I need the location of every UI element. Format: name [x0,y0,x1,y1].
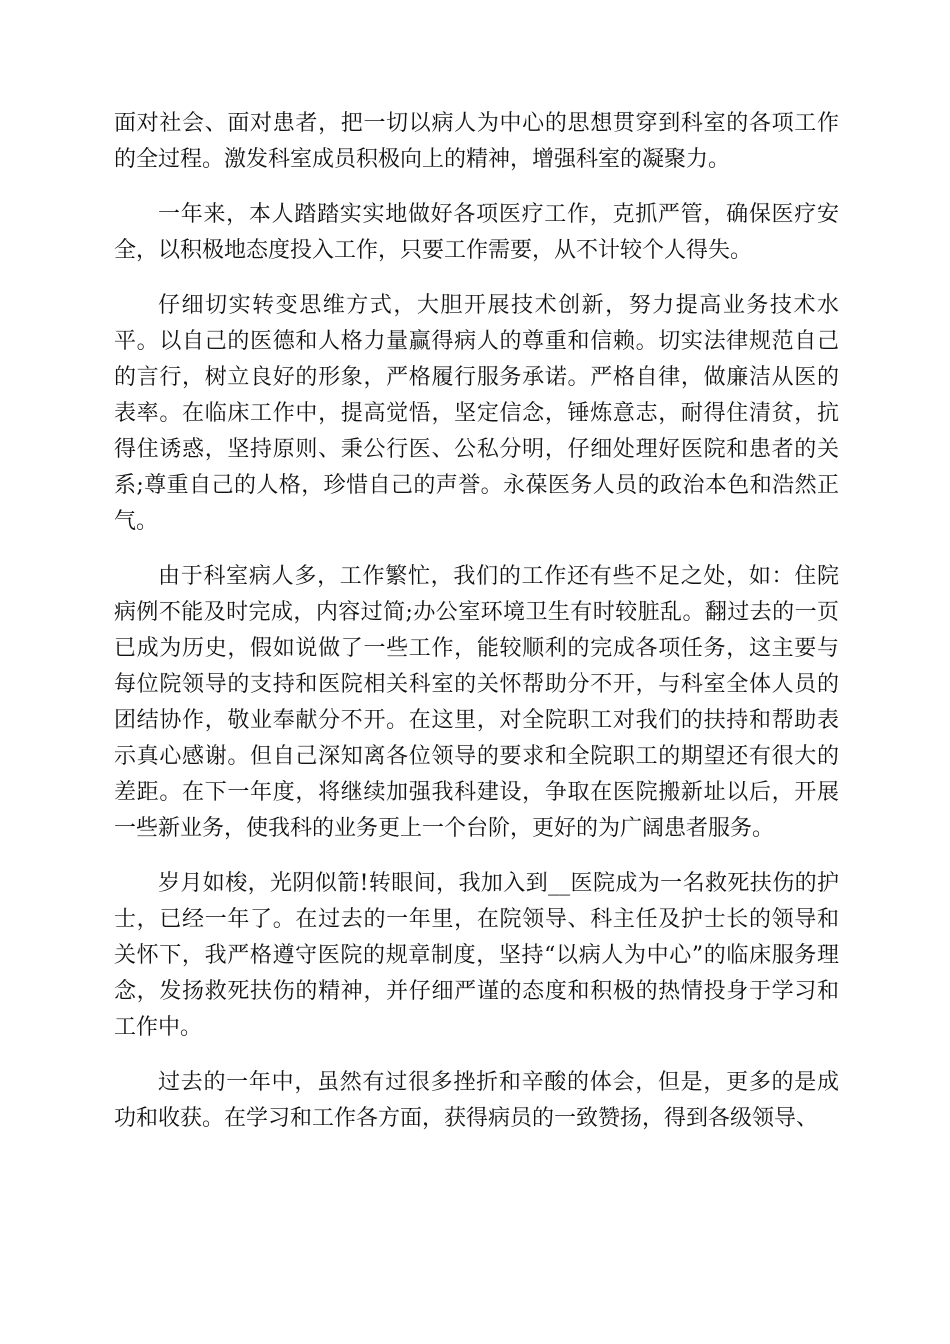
document-body [114,106,839,1156]
paragraph-4: 由于科室病人多，工作繁忙，我们的工作还有些不足之处，如：住院病例不能及时完成，内容过简;办公室环境卫生有时较脏乱。翻过去的一页已成为历史，假如说做了一些工作，能较顺利的完成各项任务，这主要与每位院领导的支持和医院相关科室的关怀帮助分不开，与科室全体人员的团结协作，敬业奉献分不开。在这里，对全院职工对我们的扶持和帮助表示真心感谢。但自己深知离各位领导的要求和全院职工的期望还有很大的差距。在下一年度，将继续加强我科建设，争取在医院搬新址以后，开展一些新业务，使我科的业务更上一个台阶，更好的为广阔患者服务。 [114,564,839,841]
paragraph-3: 仔细切实转变思维方式，大胆开展技术创新，努力提高业务技术水平。以自己的医德和人格力量赢得病人的尊重和信赖。切实法律规范自己的言行，树立良好的形象，严格履行服务承诺。严格自律，做廉洁从医的表率。在临床工作中，提高觉悟，坚定信念，锤炼意志，耐得住清贫，抗得住诱惑，坚持原则、秉公行医、公私分明，仔细处理好医院和患者的关系;尊重自己的人格，珍惜自己的声誉。永葆医务人员的政治本色和浩然正气。 [114,293,839,534]
paragraph-2: 一年来，本人踏踏实实地做好各项医疗工作，克抓严管，确保医疗安全，以积极地态度投入工作，只要工作需要，从不计较个人得失。 [114,202,839,263]
paragraph-6: 过去的一年中，虽然有过很多挫折和辛酸的体会，但是，更多的是成功和收获。在学习和工作各方面，获得病员的一致赞扬，得到各级领导、 [114,1070,839,1131]
paragraph-5: 岁月如梭，光阴似箭!转眼间，我加入到__医院成为一名救死扶伤的护士，已经一年了。在过去的一年里，在院领导、科主任及护士长的领导和关怀下，我严格遵守医院的规章制度，坚持“以病人为中心”的临床服务理念，发扬救死扶伤的精神，并仔细严谨的态度和积极的热情投身于学习和工作中。 [114,871,839,1040]
paragraph-1: 面对社会、面对患者，把一切以病人为中心的思想贯穿到科室的各项工作的全过程。激发科室成员积极向上的精神，增强科室的凝聚力。 [114,111,839,172]
